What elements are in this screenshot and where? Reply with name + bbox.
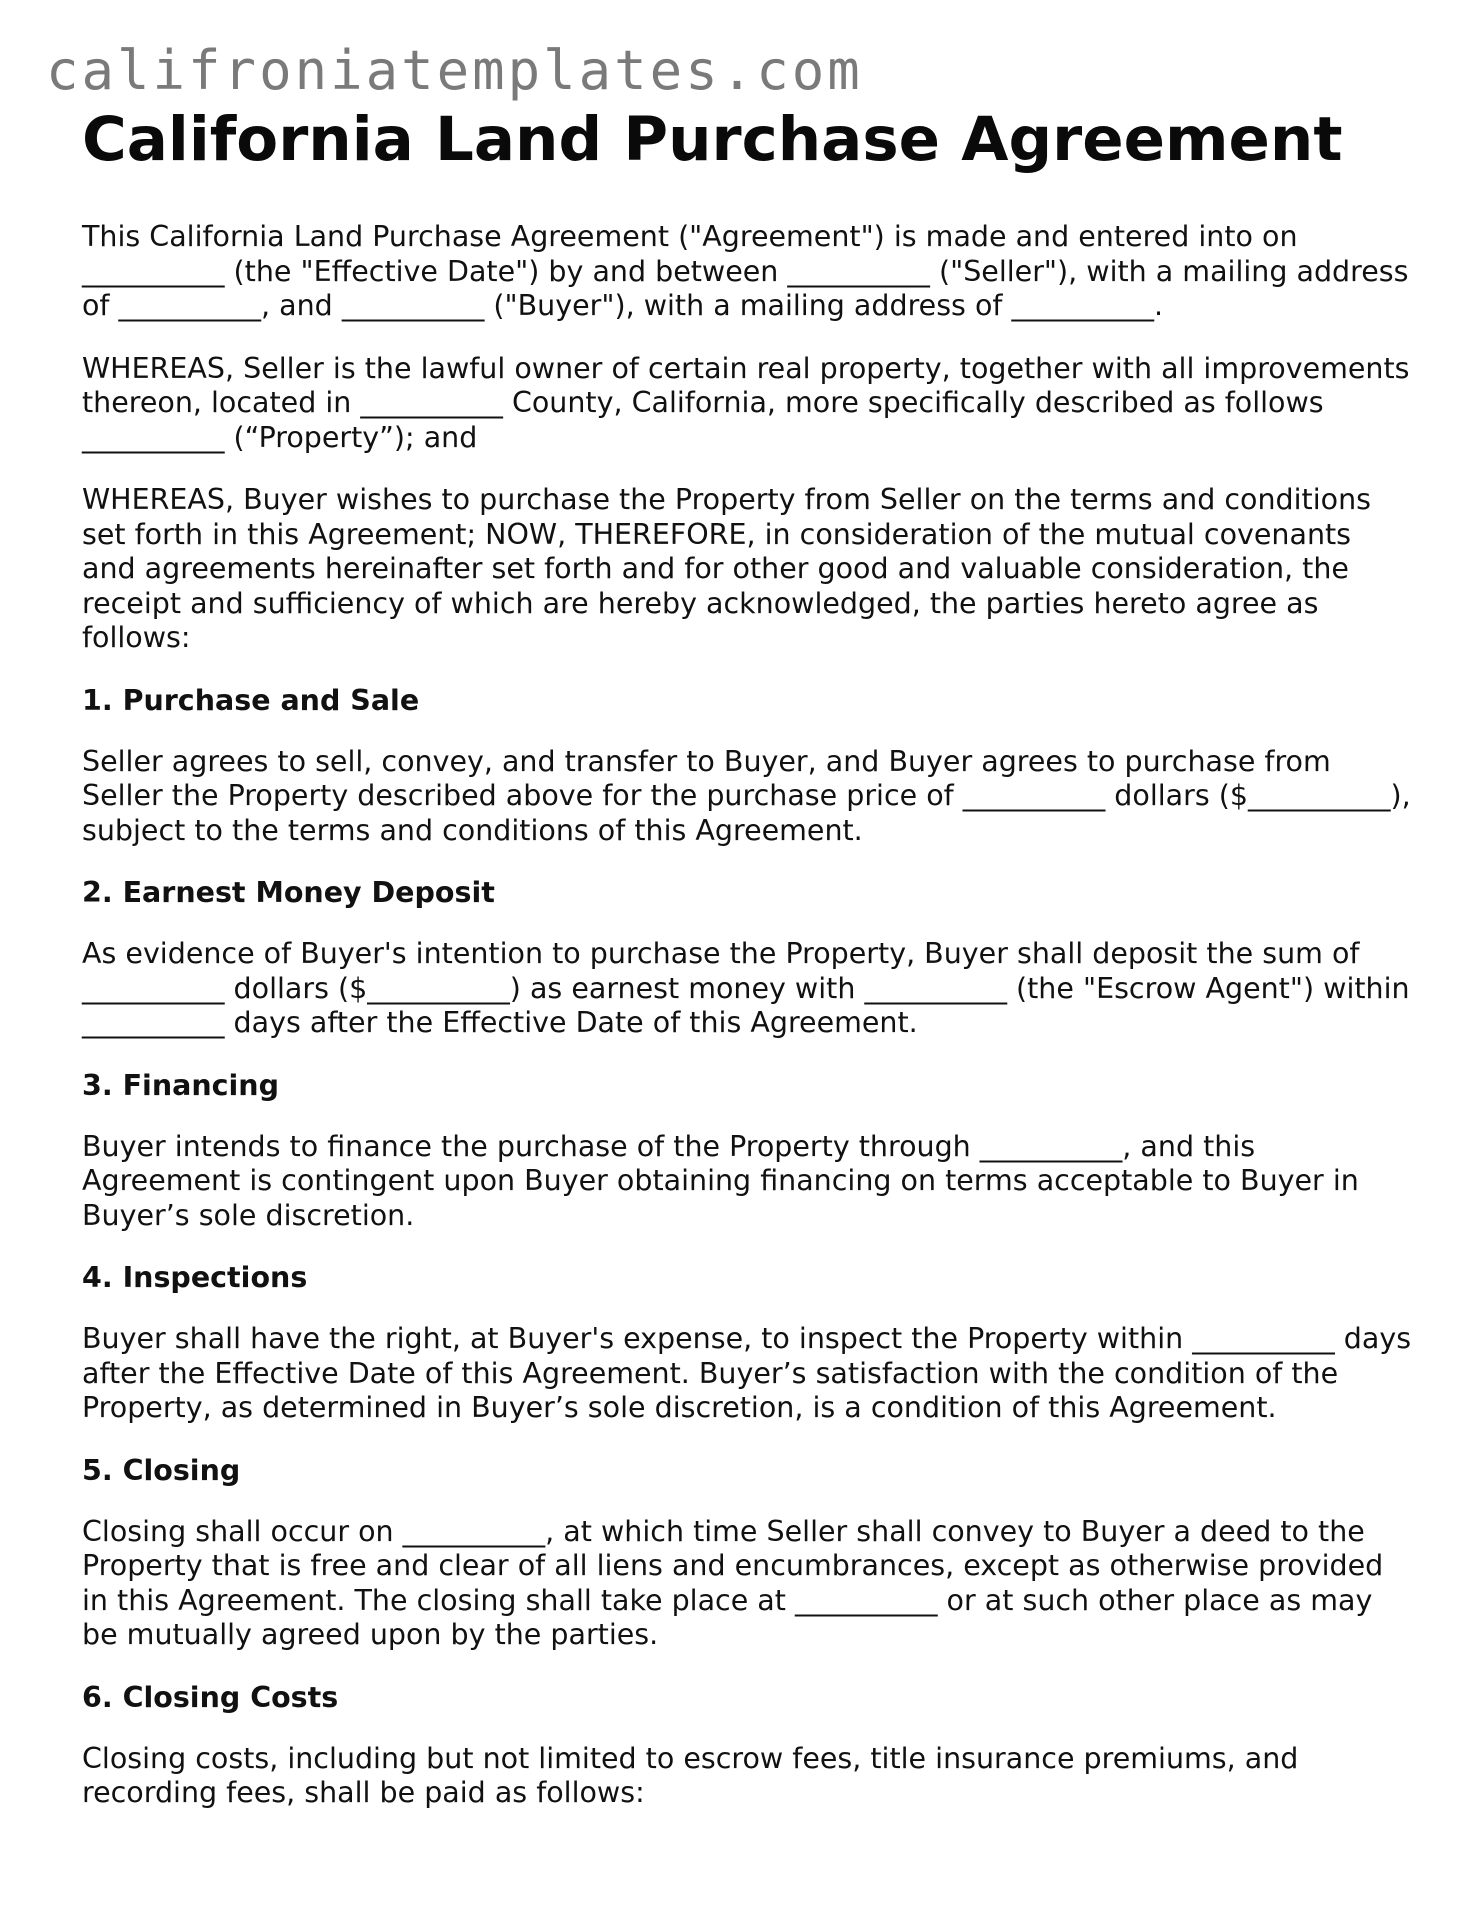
section-earnest-money-deposit bbox=[82, 876, 1412, 1041]
section-closing bbox=[82, 1454, 1412, 1653]
section-financing bbox=[82, 1069, 1412, 1234]
section-text: As evidence of Buyer's intention to purchase the Property, Buyer shall deposit the sum of __________ dollars ($__________) as earnest money with __________ (the "Escrow Agent") within __________ days after the Effective Date of this Agreement. bbox=[82, 937, 1410, 1039]
section-text: Closing costs, including but not limited to escrow fees, title insurance premiums, and recording fees, shall be paid as follows: bbox=[82, 1741, 1299, 1809]
intro-paragraph: This California Land Purchase Agreement ("Agreement") is made and entered into on __________ (the "Effective Date") by and between __________ ("Seller"), with a mailing address of __________, and __________ ("Buyer"), with a mailing address of __________. bbox=[82, 220, 1409, 322]
section-purchase-and-sale bbox=[82, 684, 1412, 849]
whereas-paragraph-2: WHEREAS, Buyer wishes to purchase the Property from Seller on the terms and conditions set forth in this Agreement; NOW, THEREFORE, in consideration of the mutual covenants and agreements hereinafter set forth and for other good and valuable consideration, the receipt and sufficiency of which are hereby acknowledged, the parties hereto agree as follows: bbox=[82, 483, 1371, 654]
whereas-paragraph-1: WHEREAS, Seller is the lawful owner of certain real property, together with all improvements thereon, located in __________ County, California, more specifically described as follows __________ (“Property”); and bbox=[82, 351, 1410, 454]
section-text: Closing shall occur on __________, at which time Seller shall convey to Buyer a deed to the Property that is free and clear of all liens and encumbrances, except as otherwise provided in this Agreement. The closing shall take place at __________ or at such other place as may be mutually agreed upon by the parties. bbox=[82, 1514, 1384, 1651]
section-heading: 4. Inspections bbox=[82, 1261, 308, 1294]
document-page bbox=[82, 104, 1412, 1839]
watermark-text: califroniatemplates.com bbox=[46, 39, 863, 102]
section-closing-costs bbox=[82, 1681, 1412, 1811]
section-heading: 1. Purchase and Sale bbox=[82, 683, 420, 717]
section-heading: 6. Closing Costs bbox=[82, 1680, 339, 1714]
document-title: California Land Purchase Agreement bbox=[82, 104, 1343, 175]
section-heading: 2. Earnest Money Deposit bbox=[82, 876, 495, 909]
section-text: Seller agrees to sell, convey, and transfer to Buyer, and Buyer agrees to purchase from Seller the Property described above for the purchase price of __________ dollars ($__________), subject to the terms and conditions of this Agreement. bbox=[82, 744, 1411, 847]
section-text: Buyer shall have the right, at Buyer's expense, to inspect the Property within __________ days after the Effective Date of this Agreement. Buyer’s satisfaction with the condition of the Property, as determined in Buyer’s sole discretion, is a condition of this Agreement. bbox=[82, 1322, 1412, 1424]
section-heading: 3. Financing bbox=[82, 1068, 279, 1102]
section-inspections bbox=[82, 1261, 1412, 1426]
section-heading: 5. Closing bbox=[82, 1453, 241, 1487]
section-text: Buyer intends to finance the purchase of the Property through __________, and this Agreement is contingent upon Buyer obtaining financing on terms acceptable to Buyer in Buyer’s sole discretion. bbox=[82, 1129, 1359, 1232]
